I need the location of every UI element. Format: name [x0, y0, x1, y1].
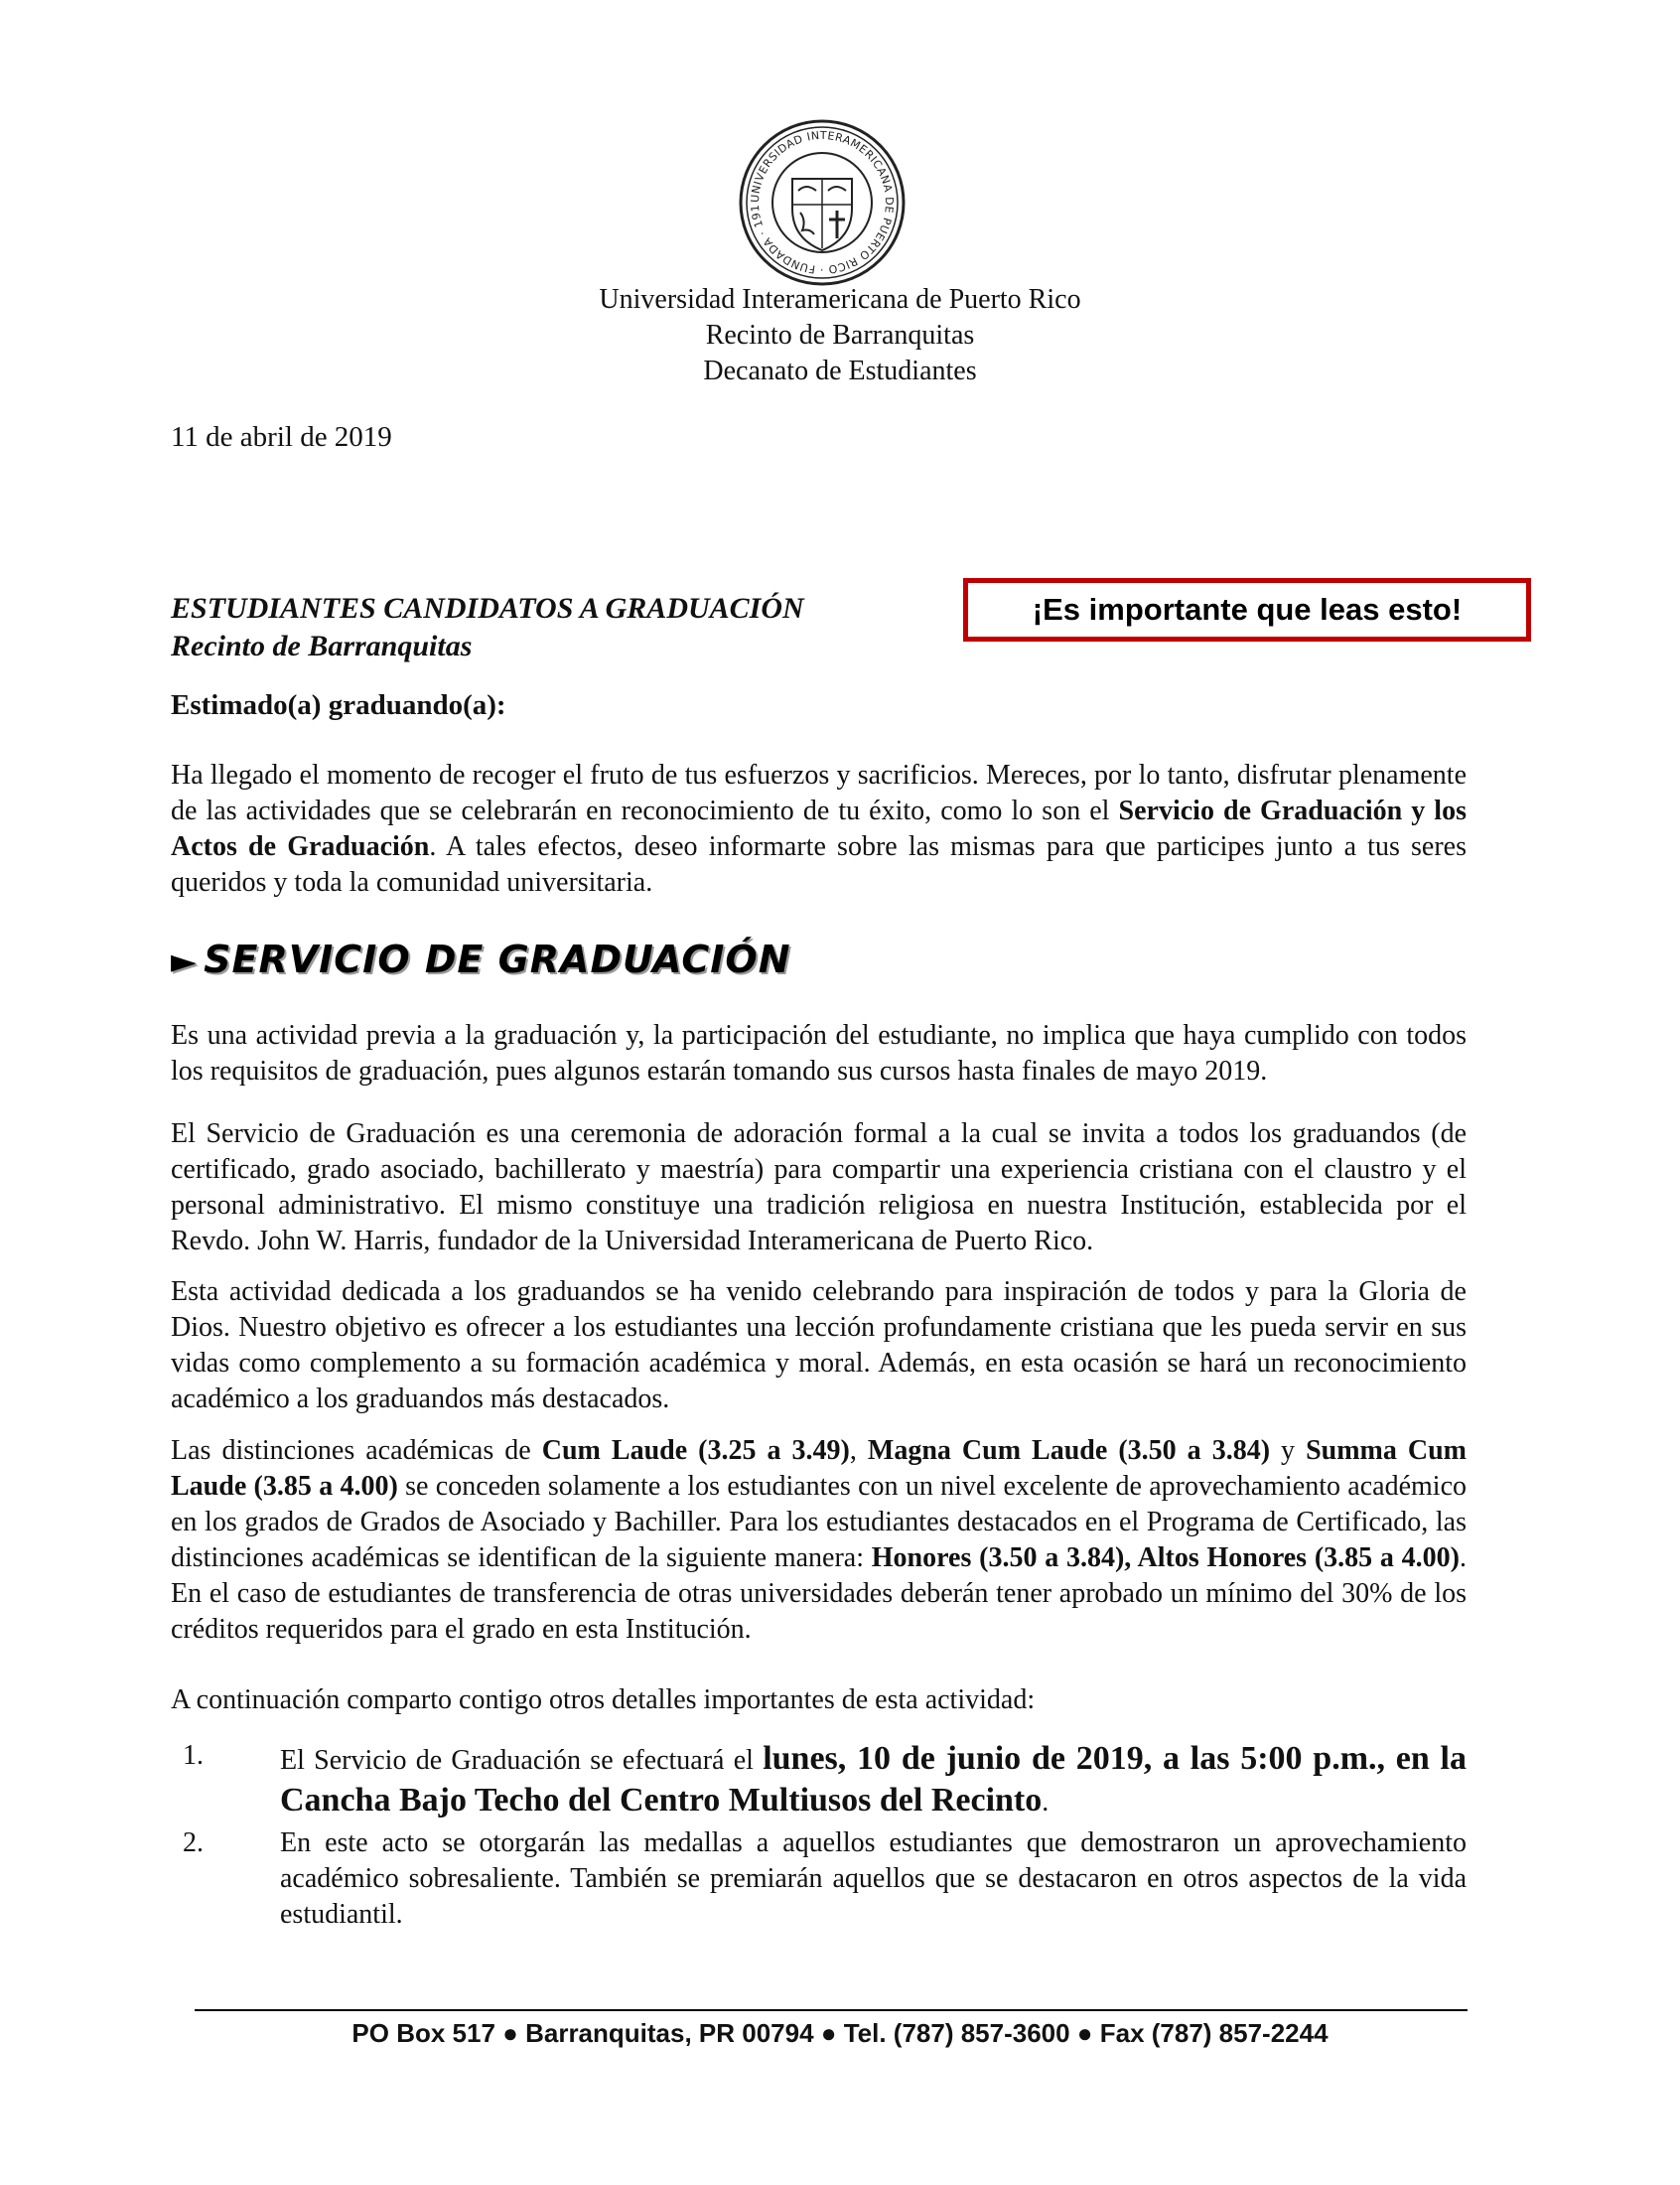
intro-text-1: Ha llegado el momento de recoger el fruto de tus esfuerzos y sacrificios. Mereces, por lo tanto, disfrutar plenamente de las actividades que se celebrarán en reconocimiento de tu éxito, como lo son el — [171, 760, 1467, 826]
footer-contact: PO Box 517 ● Barranquitas, PR 00794 ● Tel. (787) 857-3600 ● Fax (787) 857-2244 — [351, 2018, 1329, 2048]
details-list — [171, 1738, 1467, 1933]
honors-text-4: se conceden solamente a los estudiantes con un nivel excelente de aprovechamiento académico en los grados de Grados de Asociado y Bachiller. Para los estudiantes destacados en el Programa de Certificado, las distinciones académicas se identifican de la siguiente manera: — [171, 1471, 1468, 1573]
important-notice-text: ¡Es importante que leas esto! — [1032, 592, 1463, 627]
intro-bold-events: Servicio de Graduación y los Actos de Graduación — [171, 796, 1467, 862]
campus-name: Recinto de Barranquitas — [705, 320, 975, 351]
list-item-end: . — [1042, 1787, 1050, 1818]
arrow-icon: ► — [171, 942, 199, 981]
list-item-text: El Servicio de Graduación se efectuará el — [280, 1745, 764, 1776]
intro-text-2: . A tales efectos, deseo informarte sobre las mismas para que participes junto a tus seres queridos y toda la comunidad universitaria. — [171, 831, 1468, 898]
university-name: Universidad Interamericana de Puerto Rico — [599, 284, 1081, 315]
list-item-number: 1. — [183, 1740, 204, 1771]
intro-paragraph — [171, 758, 1467, 901]
university-seal — [737, 117, 908, 288]
recipient-subtitle: Recinto de Barranquitas — [171, 630, 473, 662]
important-notice-box — [963, 578, 1531, 642]
section-title: SERVICIO DE GRADUACIÓN — [204, 938, 791, 981]
list-item-number: 2. — [183, 1827, 204, 1858]
paragraph-prior-activity: Es una actividad previa a la graduación y, la participación del estudiante, no implica que haya cumplido con todos los requisitos de graduación, pues algunos estarán tomando sus cursos hasta finales de mayo 2019. — [171, 1020, 1467, 1087]
honors-text-5: . En el caso de estudiantes de transferencia de otras universidades deberán tener aprobado un mínimo del 30% de los créditos requeridos para el grado en esta Institución. — [171, 1542, 1467, 1645]
paragraph-honors — [171, 1433, 1467, 1648]
paragraph-purpose: Esta actividad dedicada a los graduandos se ha venido celebrando para inspiración de todos y para la Gloria de Dios. Nuestro objetivo es ofrecer a los estudiantes una lección profundamente cristiana que les pueda servir en sus vidas como complemento a su formación académica y moral. Además, en esta ocasión se hará un reconocimiento académico a los graduandos más destacados. — [171, 1276, 1467, 1414]
greeting: Estimado(a) graduando(a): — [171, 689, 506, 721]
recipient-block — [171, 590, 804, 665]
footer-divider — [195, 2009, 1468, 2011]
office-name: Decanato de Estudiantes — [703, 356, 977, 386]
letter-date: 11 de abril de 2019 — [171, 421, 392, 453]
recipient-title: ESTUDIANTES CANDIDATOS A GRADUACIÓN — [171, 592, 804, 625]
honors-text-2: , — [849, 1435, 868, 1466]
section-heading — [171, 938, 791, 981]
honors-text-3: y — [1270, 1435, 1307, 1466]
honors-summa-cum-laude: Summa Cum Laude (3.85 a 4.00) — [171, 1435, 1468, 1502]
honors-cum-laude: Cum Laude (3.25 a 3.49) — [541, 1435, 850, 1466]
paragraph-ceremony: El Servicio de Graduación es una ceremonia de adoración formal a la cual se invita a todos los graduandos (de certificado, grado asociado, bachillerato y maestría) para compartir una experiencia cristiana con el claustro y el personal administrativo. El mismo constituye una tradición religiosa en nuestra Institución, establecida por el Revdo. John W. Harris, fundador de la Universidad Interamericana de Puerto Rico. — [171, 1118, 1467, 1256]
seal-text: UNIVERSIDAD INTERAMERICANA DE PUERTO RICO · FUNDADA · 191 — [748, 128, 897, 277]
list-item-text: En este acto se otorgarán las medallas a aquellos estudiantes que demostraron un aprovechamiento académico sobresaliente. También se premiarán aquellos que se destacaron en otros aspectos de la vida estudiantil. — [280, 1827, 1467, 1930]
details-intro: A continuación comparto contigo otros detalles importantes de esta actividad: — [171, 1684, 1036, 1715]
list-item — [171, 1825, 1467, 1933]
honors-certificate: Honores (3.50 a 3.84), Altos Honores (3.85 a 4.00) — [871, 1542, 1460, 1573]
honors-text-1: Las distinciones académicas de — [171, 1435, 542, 1466]
honors-magna-cum-laude: Magna Cum Laude (3.50 a 3.84) — [867, 1435, 1271, 1466]
event-date-location: lunes, 10 de junio de 2019, a las 5:00 p.m., en la Cancha Bajo Techo del Centro Multiusos del Recinto — [280, 1740, 1467, 1819]
list-item — [171, 1738, 1467, 1821]
